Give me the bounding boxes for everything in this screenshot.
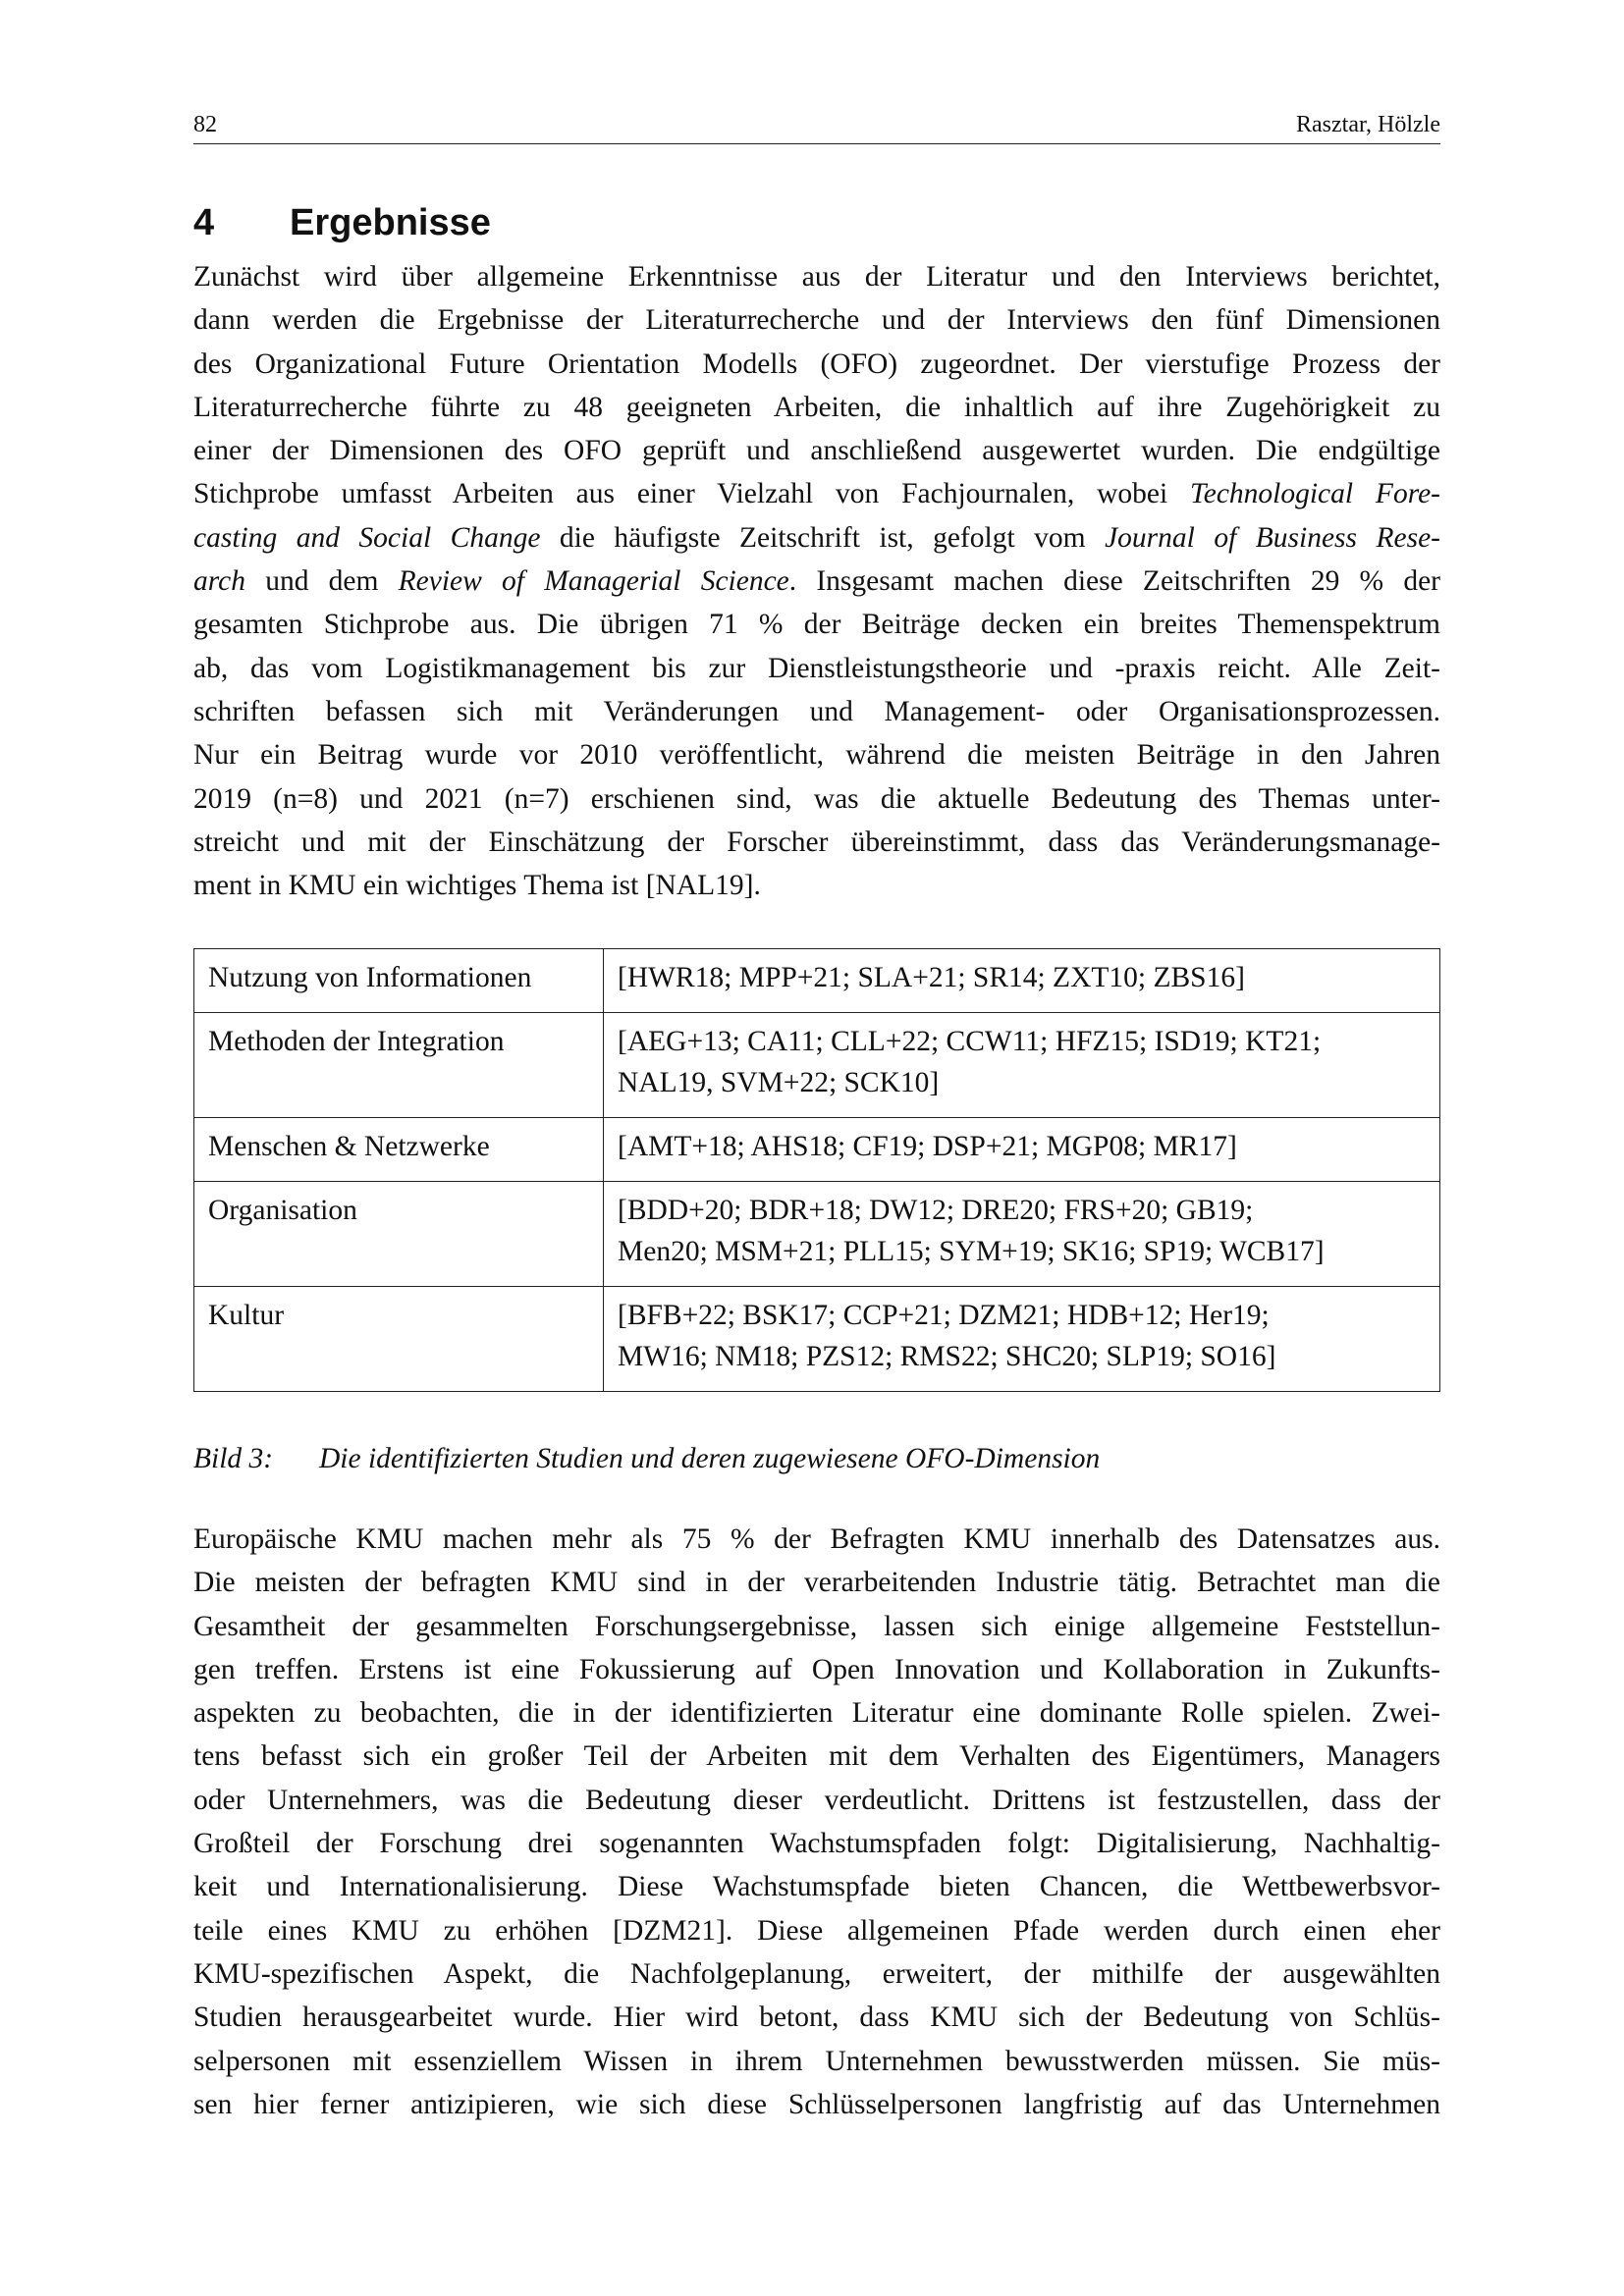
text-line: teile eines KMU zu erhöhen [DZM21]. Diese allgemeinen Pfade werden durch einen eher — [193, 1914, 1440, 1947]
journal-title: Technological Fore- — [1190, 478, 1441, 510]
text-line: Europäische KMU machen mehr als 75 % der Befragten KMU innerhalb des Datensatzes aus. — [193, 1523, 1440, 1555]
ofo-studies-table — [193, 948, 1440, 1392]
text-line: Nur ein Beitrag wurde vor 2010 veröffentlicht, während die meisten Beiträge in den Jahren — [193, 739, 1440, 772]
text-line: gen treffen. Erstens ist eine Fokussierung auf Open Innovation und Kollaboration in Zukunfts- — [193, 1653, 1440, 1685]
section-number: 4 — [193, 202, 215, 243]
text-line: Die meisten der befragten KMU sind in der verarbeitenden Industrie tätig. Betrachtet man die — [193, 1567, 1440, 1599]
text-line: Stichprobe umfasst Arbeiten aus einer Vielzahl von Fachjournalen, wobei Technological Fore- — [193, 478, 1441, 510]
text-line: tens befasst sich ein großer Teil der Arbeiten mit dem Verhalten des Eigentümers, Managers — [193, 1740, 1440, 1773]
text-line: sen hier ferner antizipieren, wie sich diese Schlüsselpersonen langfristig auf das Unternehmen — [193, 2088, 1440, 2120]
text-line: KMU-spezifischen Aspekt, die Nachfolgeplanung, erweitert, der mithilfe der ausgewählten — [193, 1957, 1440, 1990]
table-row — [194, 1118, 1440, 1182]
text-line: streicht und mit der Einschätzung der Forscher übereinstimmt, dass das Veränderungsmanage- — [193, 826, 1440, 858]
text-line: oder Unternehmers, was die Bedeutung dieser verdeutlicht. Drittens ist festzustellen, dass der — [193, 1784, 1440, 1816]
text-line: Zunächst wird über allgemeine Erkenntnisse aus der Literatur und den Interviews berichtet, — [193, 261, 1440, 293]
table-row — [194, 949, 1440, 1013]
caption-text: Die identifizierten Studien und deren zugewiesene OFO-Dimension — [319, 1443, 1101, 1474]
section-title: Ergebnisse — [290, 202, 491, 243]
text-line: Gesamtheit der gesammelten Forschungsergebnisse, lassen sich einige allgemeine Feststellun- — [193, 1610, 1440, 1642]
text-line: einer der Dimensionen des OFO geprüft und anschließend ausgewertet wurden. Die endgültige — [193, 435, 1440, 467]
table-cell-studies: [AMT+18; AHS18; CF19; DSP+21; MGP08; MR17] — [604, 1118, 1440, 1182]
table-cell-studies: [HWR18; MPP+21; SLA+21; SR14; ZXT10; ZBS16] — [604, 949, 1440, 1013]
text-line: ment in KMU ein wichtiges Thema ist [NAL19]. — [193, 870, 761, 902]
page-number: 82 — [193, 112, 217, 137]
table-cell-dimension: Nutzung von Informationen — [194, 949, 604, 1013]
table-cell-studies: [AEG+13; CA11; CLL+22; CCW11; HFZ15; ISD19; KT21; NAL19, SVM+22; SCK10] — [604, 1013, 1440, 1118]
text-line: ab, das vom Logistikmanagement bis zur Dienstleistungstheorie und -praxis reicht. Alle Zeit- — [193, 652, 1440, 684]
text-line: aspekten zu beobachten, die in der identifizierten Literatur eine dominante Rolle spielen. Zwei- — [193, 1697, 1440, 1730]
figure-caption — [193, 1439, 1100, 1478]
text-line: arch und dem Review of Managerial Science. Insgesamt machen diese Zeitschriften 29 % der — [193, 565, 1441, 598]
journal-title: Review of Managerial Science — [398, 565, 789, 598]
text-line: gesamten Stichprobe aus. Die übrigen 71 % der Beiträge decken ein breites Themenspektrum — [193, 609, 1440, 641]
text-line: Literaturrecherche führte zu 48 geeigneten Arbeiten, die inhaltlich auf ihre Zugehörigkeit zu — [193, 391, 1440, 423]
text-line: des Organizational Future Orientation Modells (OFO) zugeordnet. Der vierstufige Prozess der — [193, 347, 1440, 380]
journal-title: Journal of Business Rese- — [1105, 521, 1440, 554]
journal-title: arch — [193, 565, 245, 598]
caption-label: Bild 3: — [193, 1443, 274, 1474]
table-cell-dimension: Kultur — [194, 1287, 604, 1392]
text-line: keit und Internationalisierung. Diese Wachstumspfade bieten Chancen, die Wettbewerbsvor- — [193, 1871, 1440, 1903]
text-line: 2019 (n=8) und 2021 (n=7) erschienen sind, was die aktuelle Bedeutung des Themas unter- — [193, 782, 1440, 815]
table-row — [194, 1287, 1440, 1392]
paragraph-general-findings — [193, 1518, 1440, 2126]
paragraph-results-intro — [193, 255, 1440, 907]
table-cell-dimension: Organisation — [194, 1182, 604, 1287]
text-line: casting and Social Change die häufigste Zeitschrift ist, gefolgt vom Journal of Business Rese- — [193, 521, 1440, 554]
text-line: Studien herausgearbeitet wurde. Hier wird betont, dass KMU sich der Bedeutung von Schlüs- — [193, 2002, 1440, 2034]
text-line: schriften befassen sich mit Veränderungen und Management- oder Organisationsprozessen. — [193, 695, 1440, 727]
table-cell-studies: [BDD+20; BDR+18; DW12; DRE20; FRS+20; GB19; Men20; MSM+21; PLL15; SYM+19; SK16; SP19; WCB17] — [604, 1182, 1440, 1287]
text-line: selpersonen mit essenziellem Wissen in ihrem Unternehmen bewusstwerden müssen. Sie müs- — [193, 2045, 1440, 2077]
table-cell-dimension: Methoden der Integration — [194, 1013, 604, 1118]
running-header — [193, 110, 1440, 144]
table-cell-studies: [BFB+22; BSK17; CCP+21; DZM21; HDB+12; Her19; MW16; NM18; PZS12; RMS22; SHC20; SLP19; SO16] — [604, 1287, 1440, 1392]
table-row — [194, 1013, 1440, 1118]
journal-title: casting and Social Change — [193, 521, 541, 554]
table-row — [194, 1182, 1440, 1287]
section-heading — [193, 200, 491, 245]
text-line: dann werden die Ergebnisse der Literaturrecherche und der Interviews den fünf Dimensionen — [193, 304, 1440, 337]
text-line: Großteil der Forschung drei sogenannten Wachstumspfaden folgt: Digitalisierung, Nachhaltig- — [193, 1828, 1440, 1860]
table-cell-dimension: Menschen & Netzwerke — [194, 1118, 604, 1182]
running-header-authors: Rasztar, Hölzle — [1296, 112, 1440, 137]
